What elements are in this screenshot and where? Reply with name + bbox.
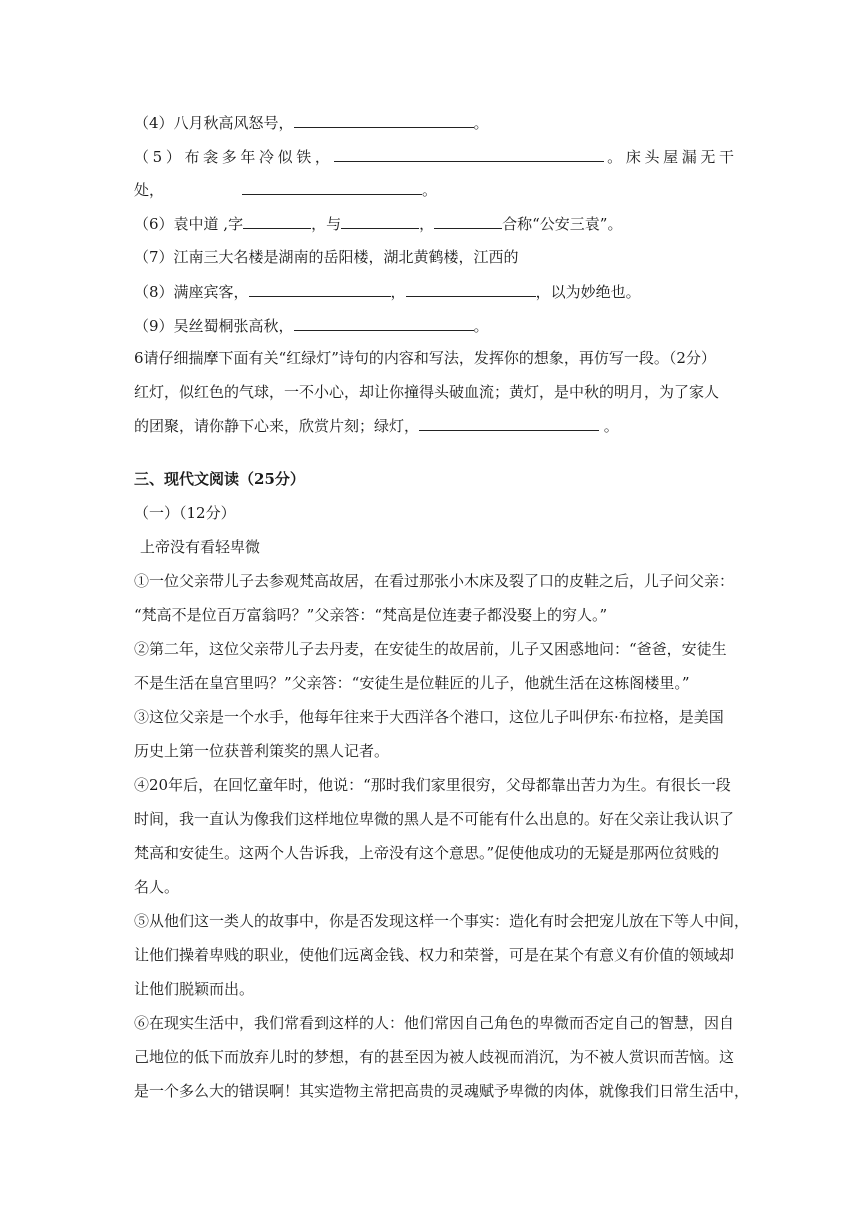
fill-in-item-8 xyxy=(134,281,734,302)
item-6-mid1: ，与 xyxy=(311,215,342,233)
passage-title: 上帝没有看轻卑微 xyxy=(140,538,261,556)
passage-line: 不是生活在皇宫里吗？”父亲答：“安徒生是位鞋匠的儿子，他就生活在这栋阁楼里。” xyxy=(134,674,690,692)
item-8-text: （8）满座宾客， xyxy=(134,283,249,301)
question-6-line2-text: 的团聚，请你静下心来，欣赏片刻；绿灯， xyxy=(134,417,420,435)
answer-blank[interactable] xyxy=(242,179,422,195)
fill-in-item-7 xyxy=(134,247,734,267)
passage-line: ④20年后，在回忆童年时，他说：“那时我们家里很穷，父母都靠出苦力为生。有很长一段 xyxy=(134,776,731,794)
fill-in-item-5-line1 xyxy=(134,146,734,167)
answer-blank[interactable] xyxy=(419,415,599,431)
item-4-end: 。 xyxy=(473,114,489,132)
answer-blank[interactable] xyxy=(434,213,502,229)
fill-in-item-4 xyxy=(134,112,734,133)
passage-line: ③这位父亲是一个水手，他每年往来于大西洋各个港口，这位儿子叫伊东·布拉格，是美国 xyxy=(134,708,724,726)
passage-line: 让他们操着卑贱的职业，使他们远离金钱、权力和荣誉，可是在某个有意义有价值的领域却 xyxy=(134,946,735,964)
part-label: （一）（12分） xyxy=(134,504,236,522)
passage-line: 历史上第一位获普利策奖的黑人记者。 xyxy=(134,742,390,760)
question-6-line2 xyxy=(134,415,734,436)
section-heading: 三、现代文阅读（25分） xyxy=(134,470,305,488)
item-8-end: ，以为妙绝也。 xyxy=(535,283,641,301)
answer-blank[interactable] xyxy=(249,281,391,297)
question-6-prompt: 6请仔细揣摩下面有关“红绿灯”诗句的内容和写法，发挥你的想象，再仿写一段。（2分） xyxy=(134,349,716,367)
passage-line: 是一个多么大的错误啊！其实造物主常把高贵的灵魂赋予卑微的肉体，就像我们日常生活中， xyxy=(134,1082,750,1100)
passage-line: 让他们脱颖而出。 xyxy=(134,980,255,998)
answer-blank[interactable] xyxy=(406,281,536,297)
item-8-mid: ， xyxy=(390,283,406,301)
passage-line: 时间，我一直认为像我们这样地位卑微的黑人是不可能有什么出息的。好在父亲让我认识了 xyxy=(134,810,735,828)
passage-line: 梵高和安徒生。这两个人告诉我，上帝没有这个意思。”促使他成功的无疑是那两位贫贱的 xyxy=(134,844,720,862)
passage-line: ⑥在现实生活中，我们常看到这样的人：他们常因自己角色的卑微而否定自己的智慧，因自 xyxy=(134,1014,735,1032)
item-5-text-cont: 。床头屋漏无干 xyxy=(603,148,734,166)
item-9-end: 。 xyxy=(473,317,489,335)
answer-blank[interactable] xyxy=(243,213,311,229)
item-5-text: （5）布衾多年冷似铁， xyxy=(134,148,334,166)
item-4-text: （4）八月秋高风怒号， xyxy=(134,114,294,132)
item-6-text: （6）袁中道 ,字 xyxy=(134,215,244,233)
passage-line: 名人。 xyxy=(134,878,180,896)
fill-in-item-9 xyxy=(134,315,734,336)
answer-blank[interactable] xyxy=(294,315,474,331)
fill-in-item-5-line2 xyxy=(134,179,734,200)
item-9-text: （9）吴丝蜀桐张高秋， xyxy=(134,317,294,335)
passage-line: ②第二年，这位父亲带儿子去丹麦，在安徒生的故居前，儿子又困惑地问：“爸爸，安徒生 xyxy=(134,640,727,658)
item-6-end: 合称“公安三袁”。 xyxy=(502,215,623,233)
passage-line: ⑤从他们这一类人的故事中，你是否发现这样一个事实：造化有时会把宠儿放在下等人中间， xyxy=(134,912,750,930)
question-6-end: 。 xyxy=(599,417,619,435)
item-7-text: （7）江南三大名楼是湖南的岳阳楼，湖北黄鹤楼，江西的 xyxy=(134,248,519,266)
passage-line: “梵高不是位百万富翁吗？”父亲答：“梵高是位连妻子都没娶上的穷人。” xyxy=(134,606,608,624)
answer-blank[interactable] xyxy=(341,213,419,229)
item-5-end: 。 xyxy=(422,181,438,199)
item-6-mid2: ， xyxy=(419,215,435,233)
fill-in-item-6 xyxy=(134,213,734,234)
question-6-line1: 红灯，似红色的气球，一不小心，却让你撞得头破血流；黄灯，是中秋的明月，为了家人 xyxy=(134,383,720,401)
item-5-line2-text: 处， xyxy=(134,181,165,199)
passage-line: 己地位的低下而放弃儿时的梦想，有的甚至因为被人歧视而消沉，为不被人赏识而苦恼。这 xyxy=(134,1048,735,1066)
answer-blank[interactable] xyxy=(334,146,604,162)
passage-line: ①一位父亲带儿子去参观梵高故居，在看过那张小木床及裂了口的皮鞋之后，儿子问父亲： xyxy=(134,572,735,590)
answer-blank[interactable] xyxy=(294,112,474,128)
